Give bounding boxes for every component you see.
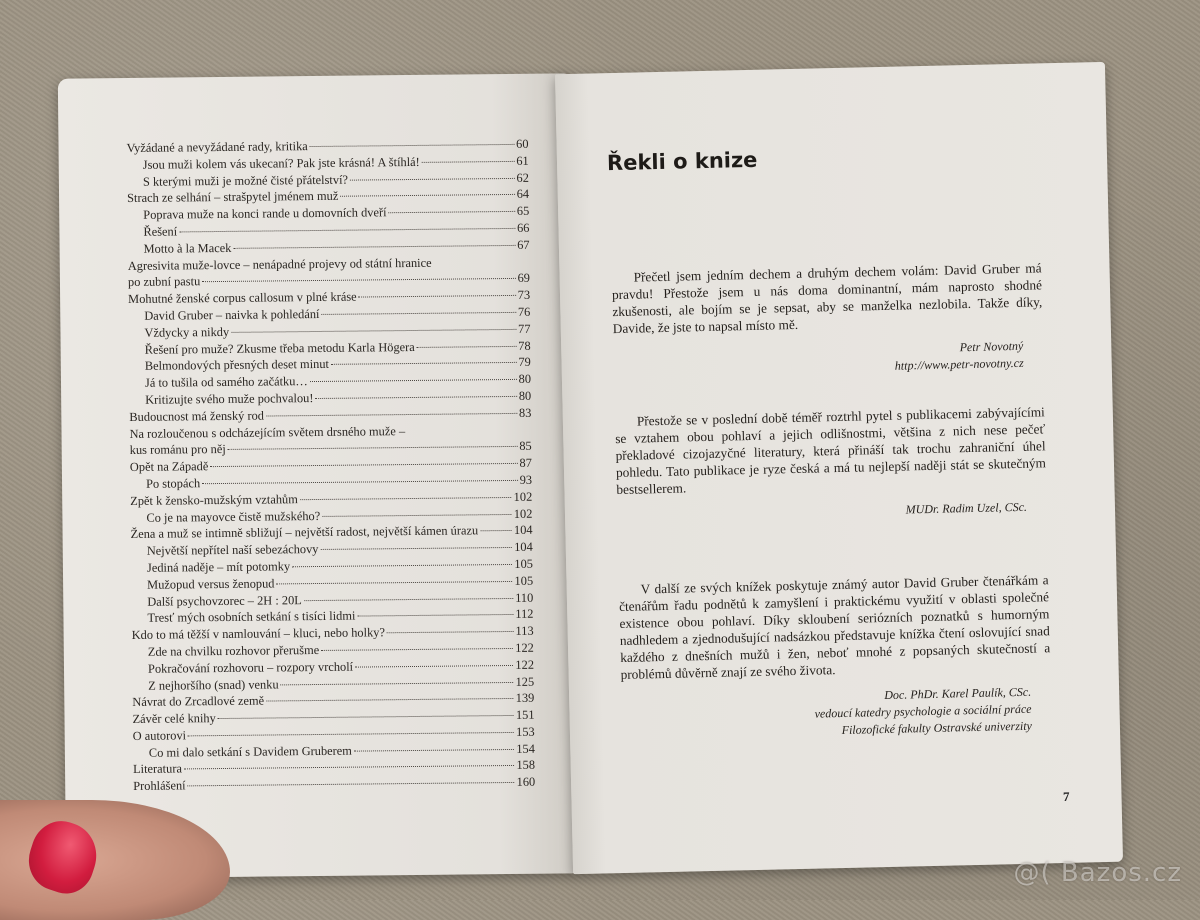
toc-entry-page: 61: [516, 153, 529, 168]
right-page: [555, 62, 1123, 874]
review-quote: [615, 403, 1047, 525]
toc-entry-title: Strach ze selhání – strašpytel jménem muž: [127, 189, 339, 206]
toc-entry-title: Řešení pro muže? Zkusme třeba metodu Karla Högera: [144, 339, 415, 357]
toc-entry-title: Prohlášení: [133, 778, 186, 794]
toc-entry-title: Já to tušila od samého začátku…: [144, 374, 308, 390]
toc-entry-page: 67: [517, 237, 530, 252]
toc-entry-title: Pokračování rozhovoru – rozpory vrcholí: [147, 659, 354, 676]
toc-entry-page: 104: [513, 523, 533, 538]
dot-leader: [202, 278, 515, 282]
dot-leader: [350, 178, 515, 181]
dot-leader: [422, 161, 515, 163]
toc-entry-title: Největší nepřítel naší sebezáchovy: [146, 542, 319, 558]
toc-entry-title: Mohutné ženské corpus callosum v plné kráse: [128, 289, 357, 307]
dot-leader: [310, 379, 517, 382]
toc-entry-page: 80: [518, 371, 532, 387]
toc-entry-page: 87: [519, 455, 532, 471]
toc-entry-title: Kdo to má těžší v namlouvání – kluci, nebo holky?: [131, 625, 385, 643]
toc-entry-page: 110: [515, 590, 534, 605]
quote-text: Přestože se v poslední době téměř roztrhl pytel s publikacemi zabývajícími se vztahem obou pohlaví a jejich odlišnostmi, většina z nich nese pečeť překladové cizojazyčné literatury, která přináší tak trochu zahraniční úhel pohledu. Tato publikace je ryze česká a má tu nejlepší naději stát se skutečným bestsellerem.: [615, 404, 1047, 498]
toc-entry-page: 78: [518, 338, 531, 353]
toc-entry-title-line: Agresivita muže-lovce – nenápadné projevy od státní hranice: [127, 255, 432, 273]
dot-leader: [188, 782, 515, 786]
dot-leader: [321, 312, 515, 315]
dot-leader: [357, 614, 513, 617]
reviewer-name: Doc. PhDr. Karel Paulík, CSc.: [884, 684, 1032, 703]
reviewer-website: http://www.petr-novotny.cz: [894, 355, 1024, 373]
toc-entry-title: Zde na chvilku rozhovor přerušme: [147, 642, 320, 659]
toc-entry-page: 158: [516, 758, 536, 773]
toc-entry-title: po zubní pastu: [127, 274, 201, 290]
toc-entry-title: Po stopách: [145, 476, 201, 491]
toc-entry-page: 113: [515, 623, 534, 639]
toc-entry-title: Vždycky a nikdy: [144, 324, 230, 340]
dot-leader: [387, 631, 514, 633]
toc-entry-title: S kterými muži je možné čisté přátelství?: [142, 172, 349, 189]
toc-entry-title: Mužopud versus ženopud: [147, 576, 275, 592]
toc-entry-title: Vyžádané a nevyžádané rady, kritika: [126, 139, 308, 155]
toc-entry-page: 79: [518, 355, 531, 370]
page-number-right: 7: [1062, 788, 1070, 805]
toc-entry-page: 122: [515, 640, 534, 655]
toc-entry-page: 69: [517, 271, 531, 286]
toc-entry-title: Z nejhoršího (snad) venku: [148, 676, 279, 693]
dot-leader: [355, 665, 513, 668]
dot-leader: [202, 480, 518, 484]
toc-entry-page: 160: [516, 775, 536, 790]
toc-entry-title: Tresť mých osobních setkání s tisíci lidmi: [147, 608, 356, 626]
quote-attribution: [621, 683, 1052, 744]
toc-entry-title: Další psychovzorec – 2H : 20L: [147, 592, 302, 609]
toc-entry-page: 60: [516, 136, 529, 151]
toc-entry-title: Co mi dalo setkání s Davidem Gruberem: [148, 743, 352, 760]
toc-entry-title: Zpět k žensko-mužským vztahům: [130, 491, 298, 508]
toc-entry-page: 65: [516, 203, 530, 219]
reviewer-name: Petr Novotný: [959, 338, 1024, 355]
toc-entry-page: 73: [517, 287, 531, 303]
dot-leader: [188, 732, 514, 736]
toc-entry-page: 76: [517, 304, 531, 319]
dot-leader: [321, 648, 513, 651]
dot-leader: [218, 715, 514, 719]
toc-entry-page: 83: [518, 405, 532, 420]
toc-entry-title: Kritizujte svého muže pochvalou!: [145, 390, 314, 407]
toc-entry-title: O autorovi: [132, 728, 187, 743]
toc-entry-title: Budoucnost má ženský rod: [129, 408, 264, 424]
dot-leader: [292, 564, 512, 567]
dot-leader: [389, 211, 515, 213]
toc-entry-page: 122: [515, 657, 535, 672]
toc-entry-page: 139: [515, 691, 535, 706]
dot-leader: [417, 345, 517, 347]
toc-entry-page: 62: [516, 170, 529, 185]
toc-entry-title: Opět na Západě: [129, 459, 209, 475]
toc-entry-title: Jsou muži kolem vás ukecaní? Pak jste krásná! A štíhlá!: [142, 154, 420, 172]
toc-entry-page: 66: [516, 220, 530, 235]
quote-attribution: [613, 337, 1044, 381]
toc-entry-title: Řešení: [143, 224, 178, 239]
toc-entry-page: 80: [518, 388, 532, 403]
toc-entry-page: 112: [515, 607, 534, 622]
toc-entry-title: Co je na mayovce čistě mužského?: [146, 508, 321, 525]
watermark: @( Bazos.cz: [1013, 858, 1182, 888]
dot-leader: [354, 749, 514, 752]
toc-entry-title: Poprava muže na konci rande u domovních dveří: [143, 205, 387, 222]
toc-entry-page: 104: [514, 539, 533, 555]
dot-leader: [315, 396, 516, 399]
dot-leader: [266, 413, 517, 417]
reviewer-institution: Filozofické fakulty Ostravské univerzity: [841, 718, 1033, 738]
review-quote: [611, 259, 1043, 381]
toc-entry-page: 154: [516, 741, 535, 756]
dot-leader: [184, 765, 515, 769]
toc-entry-title: David Gruber – naivka k pohledání: [144, 306, 320, 323]
toc-entry-page: 105: [514, 573, 534, 588]
toc-entry-page: 125: [515, 674, 535, 689]
toc-entry-page: 105: [514, 556, 534, 571]
review-quote: [619, 571, 1053, 744]
toc-entry-title: Jediná naděje – mít potomky: [146, 559, 291, 575]
table-of-contents: [126, 136, 535, 795]
dot-leader: [304, 597, 513, 600]
toc-entry: [133, 774, 535, 795]
toc-entry-title: Literatura: [132, 761, 182, 777]
dot-leader: [340, 194, 514, 197]
toc-entry-page: 153: [516, 724, 535, 739]
dot-leader: [281, 681, 514, 684]
page-title: Řekli o knize: [606, 147, 758, 176]
toc-entry-title: kus románu pro něj: [129, 442, 226, 458]
dot-leader: [480, 530, 512, 531]
reviewer-position: vedoucí katedry psychologie a sociální práce: [814, 701, 1032, 721]
toc-entry-title: Belmondových přesných deset minut: [144, 357, 330, 374]
dot-leader: [276, 581, 512, 584]
toc-entry-title: Motto à la Macek: [143, 240, 232, 256]
quote-text: Přečetl jsem jedním dechem a druhým dechem volám: David Gruber má pravdu! Přestože jsem u nás doma dominantní, mám naprosto shodné zkušenosti, ale bojím se je sepsat, aby se manželka nezlobila. Takže díky, Davide, že jste to napsal místo mě.: [611, 260, 1043, 337]
dot-leader: [310, 144, 514, 147]
quote-text: V další ze svých knížek poskytuje známý autor David Gruber čtenářkám a čtenářům řadu podnětů k zamyšlení i praktickému využití v oblasti společné existence obou pohlaví. Díky skloubení seriózních poznatků s humorným nadhledem a zjednodušující nadsázkou představuje knížka čtení oslovující snad každého z dnešních mužů i žen, neboť mnohé z popsaných skutečností a problémů důvěrně znají ze svého života.: [618, 572, 1051, 683]
dot-leader: [233, 245, 515, 249]
dot-leader: [228, 446, 518, 450]
reviewer-name: MUDr. Radim Uzel, CSc.: [905, 499, 1028, 517]
toc-entry-title: Návrat do Zrcadlové země: [132, 693, 265, 710]
dot-leader: [322, 513, 512, 516]
toc-entry-page: 85: [519, 439, 532, 454]
quote-attribution: [617, 498, 1047, 525]
toc-entry-page: 102: [513, 489, 533, 504]
left-page: [58, 73, 576, 878]
dot-leader: [231, 329, 516, 333]
dot-leader: [266, 698, 514, 702]
toc-entry-title: Závěr celé knihy: [132, 711, 216, 727]
dot-leader: [300, 497, 512, 500]
toc-entry-page: 77: [518, 321, 531, 336]
toc-entry-title: Žena a muž se intimně sbližují – největší radost, největší kámen úrazu: [130, 523, 479, 542]
dot-leader: [320, 547, 512, 550]
dot-leader: [359, 295, 516, 298]
dot-leader: [210, 463, 517, 467]
toc-entry-page: 93: [519, 472, 533, 487]
dot-leader: [179, 228, 515, 233]
toc-entry-page: 151: [515, 707, 535, 723]
toc-entry-title-line: Na rozloučenou s odcházejícím světem drsného muže –: [129, 423, 406, 441]
dot-leader: [331, 362, 517, 365]
toc-entry-page: 64: [516, 187, 530, 202]
toc-entry-page: 102: [513, 506, 533, 521]
